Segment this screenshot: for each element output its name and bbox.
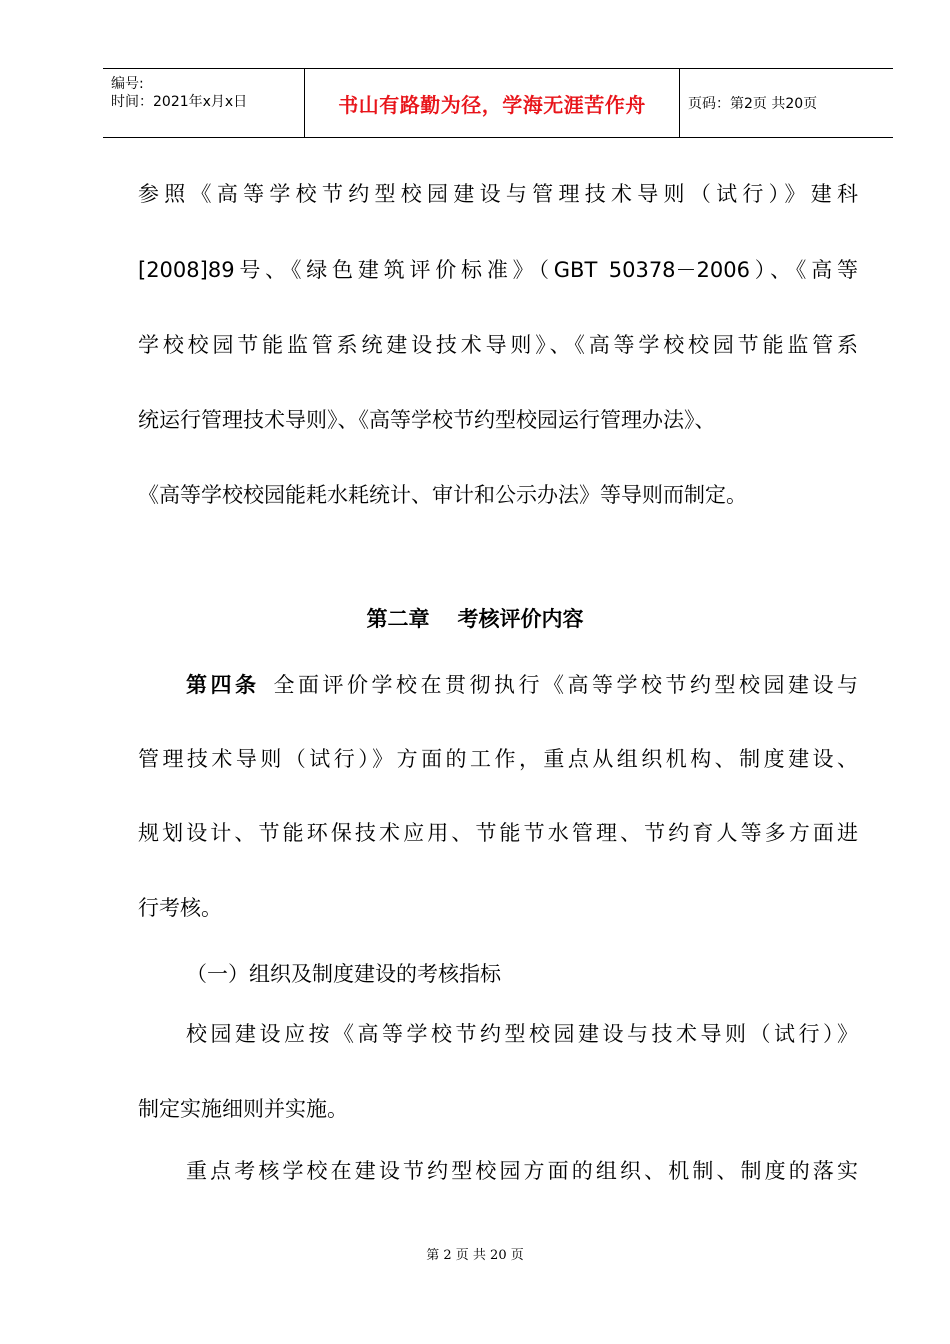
body-line: 参照《高等学校节约型校园建设与管理技术导则（试行）》建科 bbox=[138, 182, 858, 206]
header-motto-cell bbox=[305, 69, 680, 137]
body-line: 管理技术导则（试行）》方面的工作，重点从组织机构、制度建设、 bbox=[138, 747, 858, 771]
chapter-title bbox=[0, 604, 950, 634]
doc-time-label: 时间：2021年x月x日 bbox=[111, 94, 248, 110]
body-line: 统运行管理技术导则》、《高等学校节约型校园运行管理办法》、 bbox=[138, 408, 716, 432]
doc-code-label: 编号: bbox=[111, 76, 144, 92]
chapter-number: 第二章 bbox=[366, 607, 430, 631]
body-line: 制定实施细则并实施。 bbox=[138, 1097, 348, 1121]
body-line: 《高等学校校园能耗水耗统计、审计和公示办法》等导则而制定。 bbox=[138, 483, 747, 507]
header-page-cell bbox=[680, 69, 893, 137]
header-motto: 书山有路勤为径，学海无涯苦作舟 bbox=[338, 92, 646, 117]
header-page-number: 页码：第2页 共20页 bbox=[688, 96, 818, 112]
body-line: 规划设计、节能环保技术应用、节能节水管理、节约育人等多方面进 bbox=[138, 821, 858, 845]
article-text: 全面评价学校在贯彻执行《高等学校节约型校园建设与 bbox=[270, 673, 858, 697]
body-line: [2008]89号、《绿色建筑评价标准》（GBT 50378－2006）、《高等 bbox=[138, 258, 858, 282]
body-line: 行考核。 bbox=[138, 896, 222, 920]
section-heading: （一）组织及制度建设的考核指标 bbox=[186, 962, 501, 986]
body-line: 学校校园节能监管系统建设技术导则》、《高等学校校园节能监管系 bbox=[138, 333, 858, 357]
body-line: 校园建设应按《高等学校节约型校园建设与技术导则（试行）》 bbox=[186, 1022, 858, 1046]
chapter-name: 考核评价内容 bbox=[457, 607, 584, 631]
body-line: 重点考核学校在建设节约型校园方面的组织、机制、制度的落实 bbox=[186, 1159, 858, 1183]
page-footer: 第 2 页 共 20 页 bbox=[426, 1248, 524, 1263]
page-header bbox=[103, 68, 893, 138]
article-label: 第四条 bbox=[186, 673, 260, 697]
body-line-article bbox=[186, 670, 858, 700]
header-info-cell bbox=[103, 69, 305, 137]
